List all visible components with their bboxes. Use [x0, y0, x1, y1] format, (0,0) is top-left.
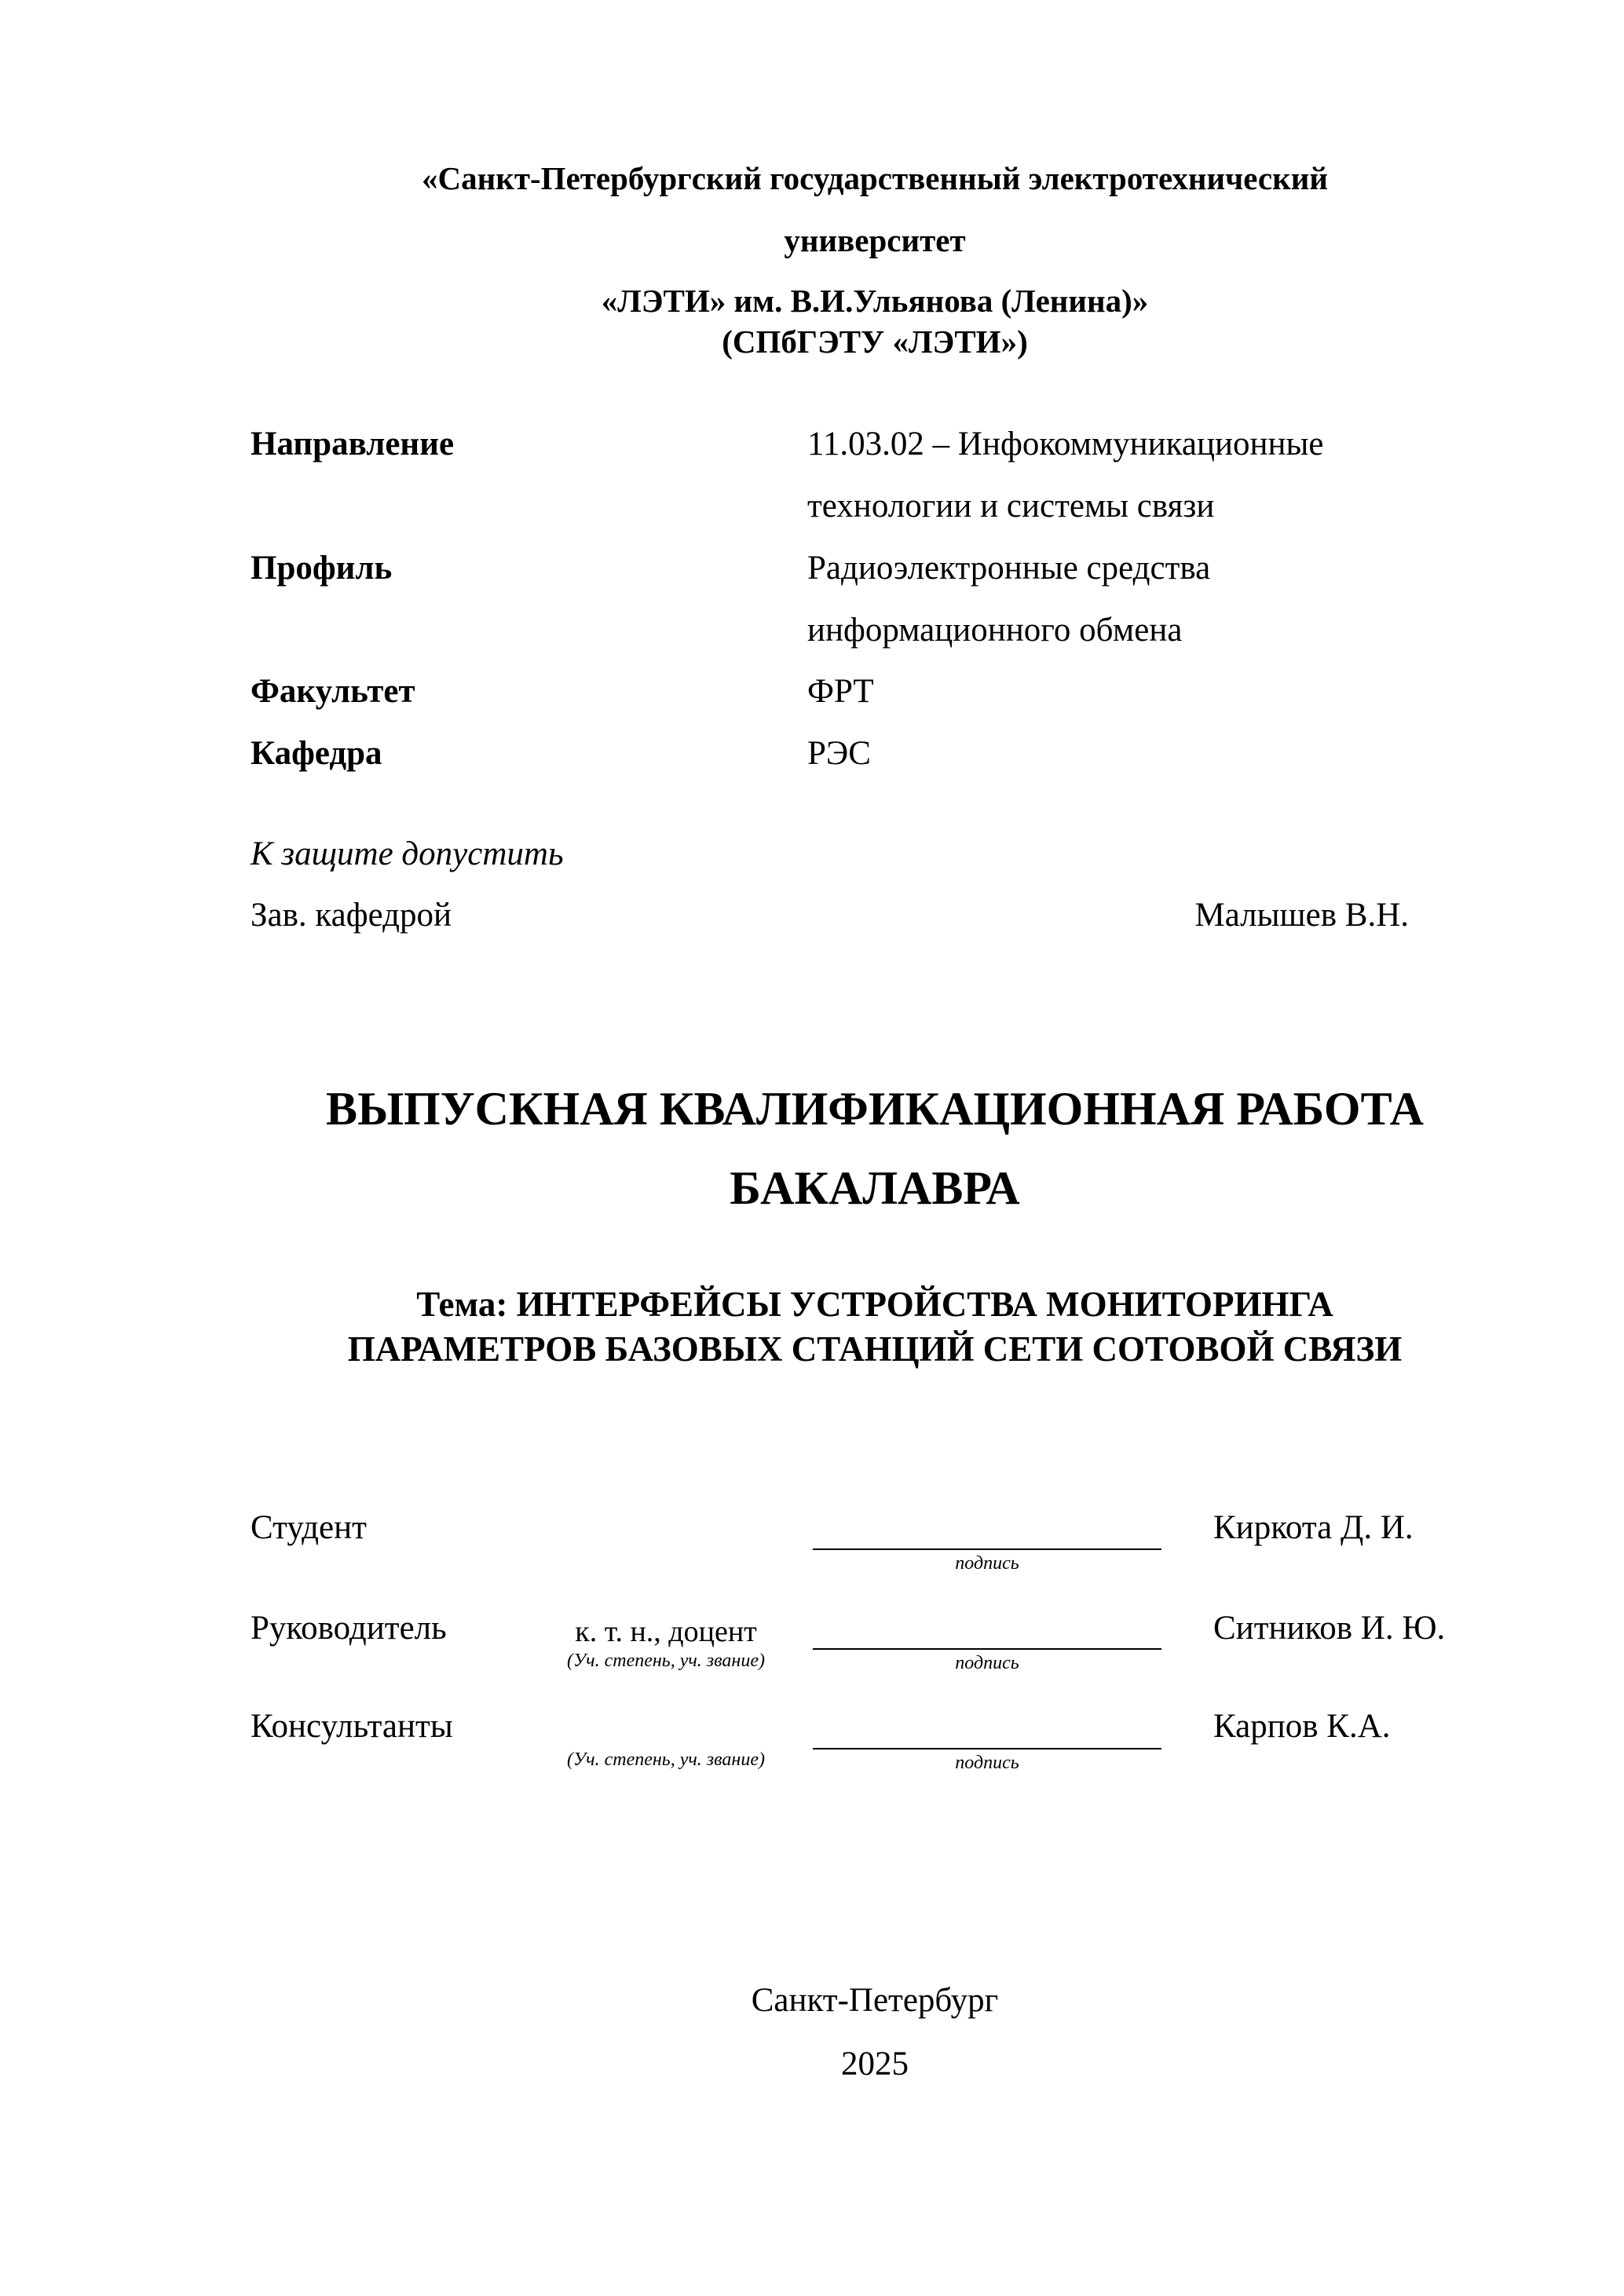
consultant-degree-caption: (Уч. степень, уч. звание) — [567, 1749, 765, 1770]
university-abbreviation: (СПбГЭТУ «ЛЭТИ») — [722, 324, 1028, 360]
supervisor-name: Ситников И. Ю. — [1213, 1610, 1446, 1647]
direction-value-line2: технологии и системы связи — [807, 488, 1215, 525]
consultant-name: Карпов К.А. — [1213, 1708, 1391, 1745]
supervisor-degree: к. т. н., доцент — [575, 1615, 757, 1648]
faculty-value: ФРТ — [807, 673, 874, 710]
direction-value-line1: 11.03.02 – Инфокоммуникационные — [807, 426, 1324, 462]
topic-line1: Тема: ИНТЕРФЕЙСЫ УСТРОЙСТВА МОНИТОРИНГА — [416, 1285, 1333, 1324]
title-line1: ВЫПУСКНАЯ КВАЛИФИКАЦИОННАЯ РАБОТА — [326, 1083, 1424, 1135]
university-name-line3: «ЛЭТИ» им. В.И.Ульянова (Ленина)» — [601, 283, 1149, 319]
department-label: Кафедра — [251, 735, 382, 772]
title-line2: БАКАЛАВРА — [730, 1162, 1020, 1214]
university-name-line2: университет — [784, 222, 966, 258]
footer-city: Санкт-Петербург — [751, 1982, 999, 2019]
footer-year: 2025 — [841, 2046, 909, 2082]
approval-name: Малышев В.Н. — [1194, 897, 1409, 934]
supervisor-signature-caption: подпись — [955, 1653, 1019, 1673]
consultant-signature-caption: подпись — [955, 1753, 1019, 1773]
student-name: Киркота Д. И. — [1213, 1509, 1414, 1546]
approval-title: К защите допустить — [251, 835, 564, 872]
supervisor-label: Руководитель — [251, 1610, 447, 1647]
faculty-label: Факультет — [251, 673, 415, 710]
topic-line2: ПАРАМЕТРОВ БАЗОВЫХ СТАНЦИЙ СЕТИ СОТОВОЙ СВЯЗИ — [347, 1329, 1403, 1369]
supervisor-signature-line — [813, 1648, 1161, 1650]
consultant-signature-line — [813, 1748, 1161, 1749]
profile-label: Профиль — [251, 550, 393, 587]
consultants-label: Консультанты — [251, 1708, 453, 1745]
direction-label: Направление — [251, 426, 455, 462]
student-signature-caption: подпись — [955, 1553, 1019, 1574]
student-signature-line — [813, 1548, 1161, 1550]
profile-value-line2: информационного обмена — [807, 612, 1183, 649]
supervisor-degree-caption: (Уч. степень, уч. звание) — [567, 1651, 765, 1671]
profile-value-line1: Радиоэлектронные средства — [807, 550, 1211, 587]
student-label: Студент — [251, 1509, 367, 1546]
approval-role: Зав. кафедрой — [251, 897, 452, 934]
department-value: РЭС — [807, 735, 871, 772]
university-name-line1: «Санкт-Петербургский государственный электротехнический — [422, 160, 1328, 196]
